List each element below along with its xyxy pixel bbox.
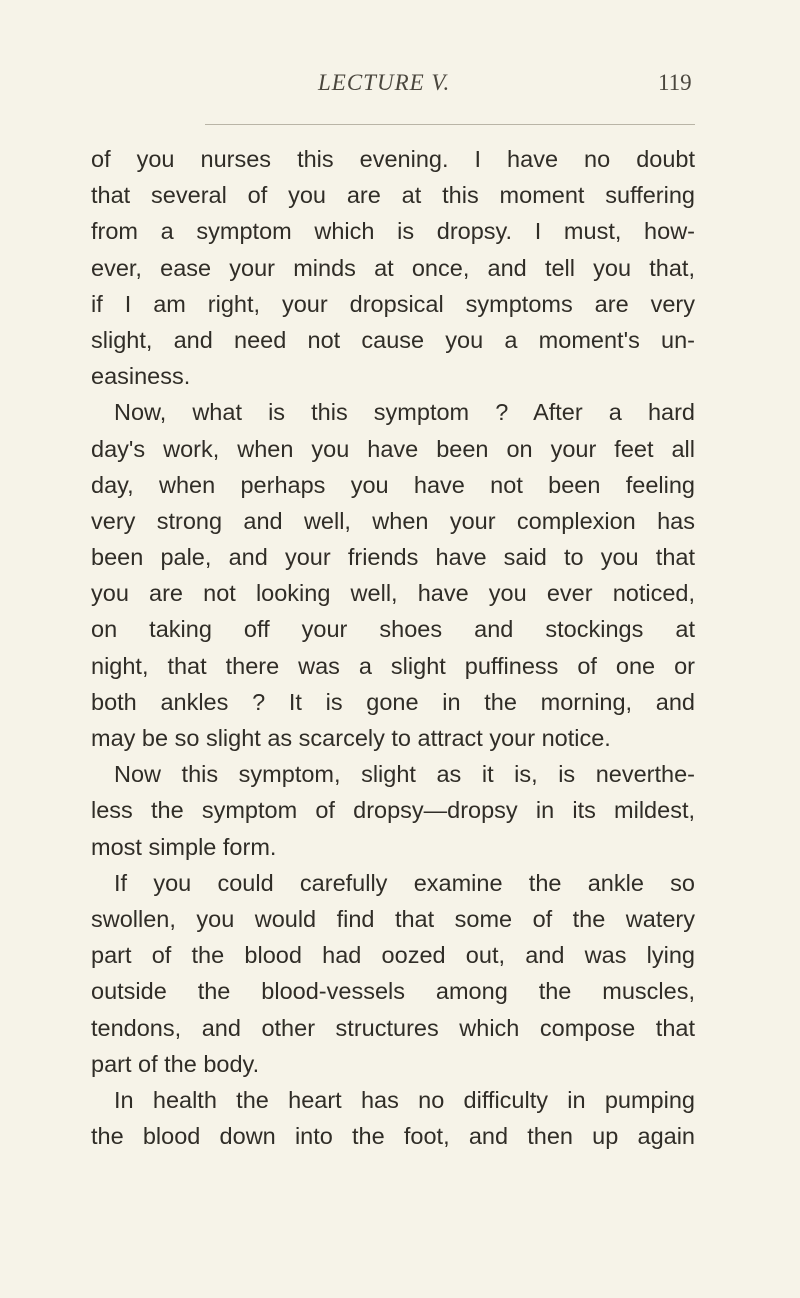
text-line: swollen, you would find that some of the watery <box>91 905 695 932</box>
text-line: from a symptom which is dropsy. I must, how- <box>91 218 695 245</box>
text-line: ever, ease your minds at once, and tell you that, <box>91 254 695 281</box>
text-line: slight, and need not cause you a moment's un- <box>91 326 695 353</box>
text-line: In health the heart has no difficulty in pumping <box>114 1086 695 1113</box>
text-line: both ankles ? It is gone in the morning, and <box>91 688 695 715</box>
body-text <box>91 141 695 1154</box>
text-line: very strong and well, when your complexion has <box>91 507 695 534</box>
page-number: 119 <box>658 70 692 95</box>
text-line: day, when perhaps you have not been feeling <box>91 471 695 498</box>
running-head-title: LECTURE V. <box>318 70 451 95</box>
text-line: you are not looking well, have you ever noticed, <box>91 580 695 607</box>
text-line: part of the blood had oozed out, and was lying <box>91 942 695 969</box>
text-line: If you could carefully examine the ankle so <box>114 869 695 896</box>
text-line: less the symptom of dropsy—dropsy in its mildest, <box>91 797 695 824</box>
text-line: day's work, when you have been on your feet all <box>91 435 695 462</box>
running-head <box>0 70 800 110</box>
text-line: Now this symptom, slight as it is, is neverthe- <box>114 761 695 788</box>
text-line: Now, what is this symptom ? After a hard <box>114 399 695 426</box>
text-line: been pale, and your friends have said to you that <box>91 544 695 571</box>
text-line: that several of you are at this moment suffering <box>91 182 695 209</box>
text-line: on taking off your shoes and stockings at <box>91 616 695 643</box>
header-rule <box>205 124 695 125</box>
text-line: outside the blood-vessels among the muscles, <box>91 978 695 1005</box>
text-line: may be so slight as scarcely to attract your notice. <box>91 725 611 751</box>
text-line: most simple form. <box>91 833 277 860</box>
text-line: part of the body. <box>91 1050 260 1077</box>
text-line: of you nurses this evening. I have no doubt <box>91 146 695 172</box>
text-line: the blood down into the foot, and then up again <box>91 1123 695 1150</box>
text-line: night, that there was a slight puffiness of one or <box>91 652 695 679</box>
text-line: tendons, and other structures which compose that <box>91 1014 695 1041</box>
text-line: if I am right, your dropsical symptoms are very <box>91 290 695 317</box>
text-line: easiness. <box>91 363 191 390</box>
